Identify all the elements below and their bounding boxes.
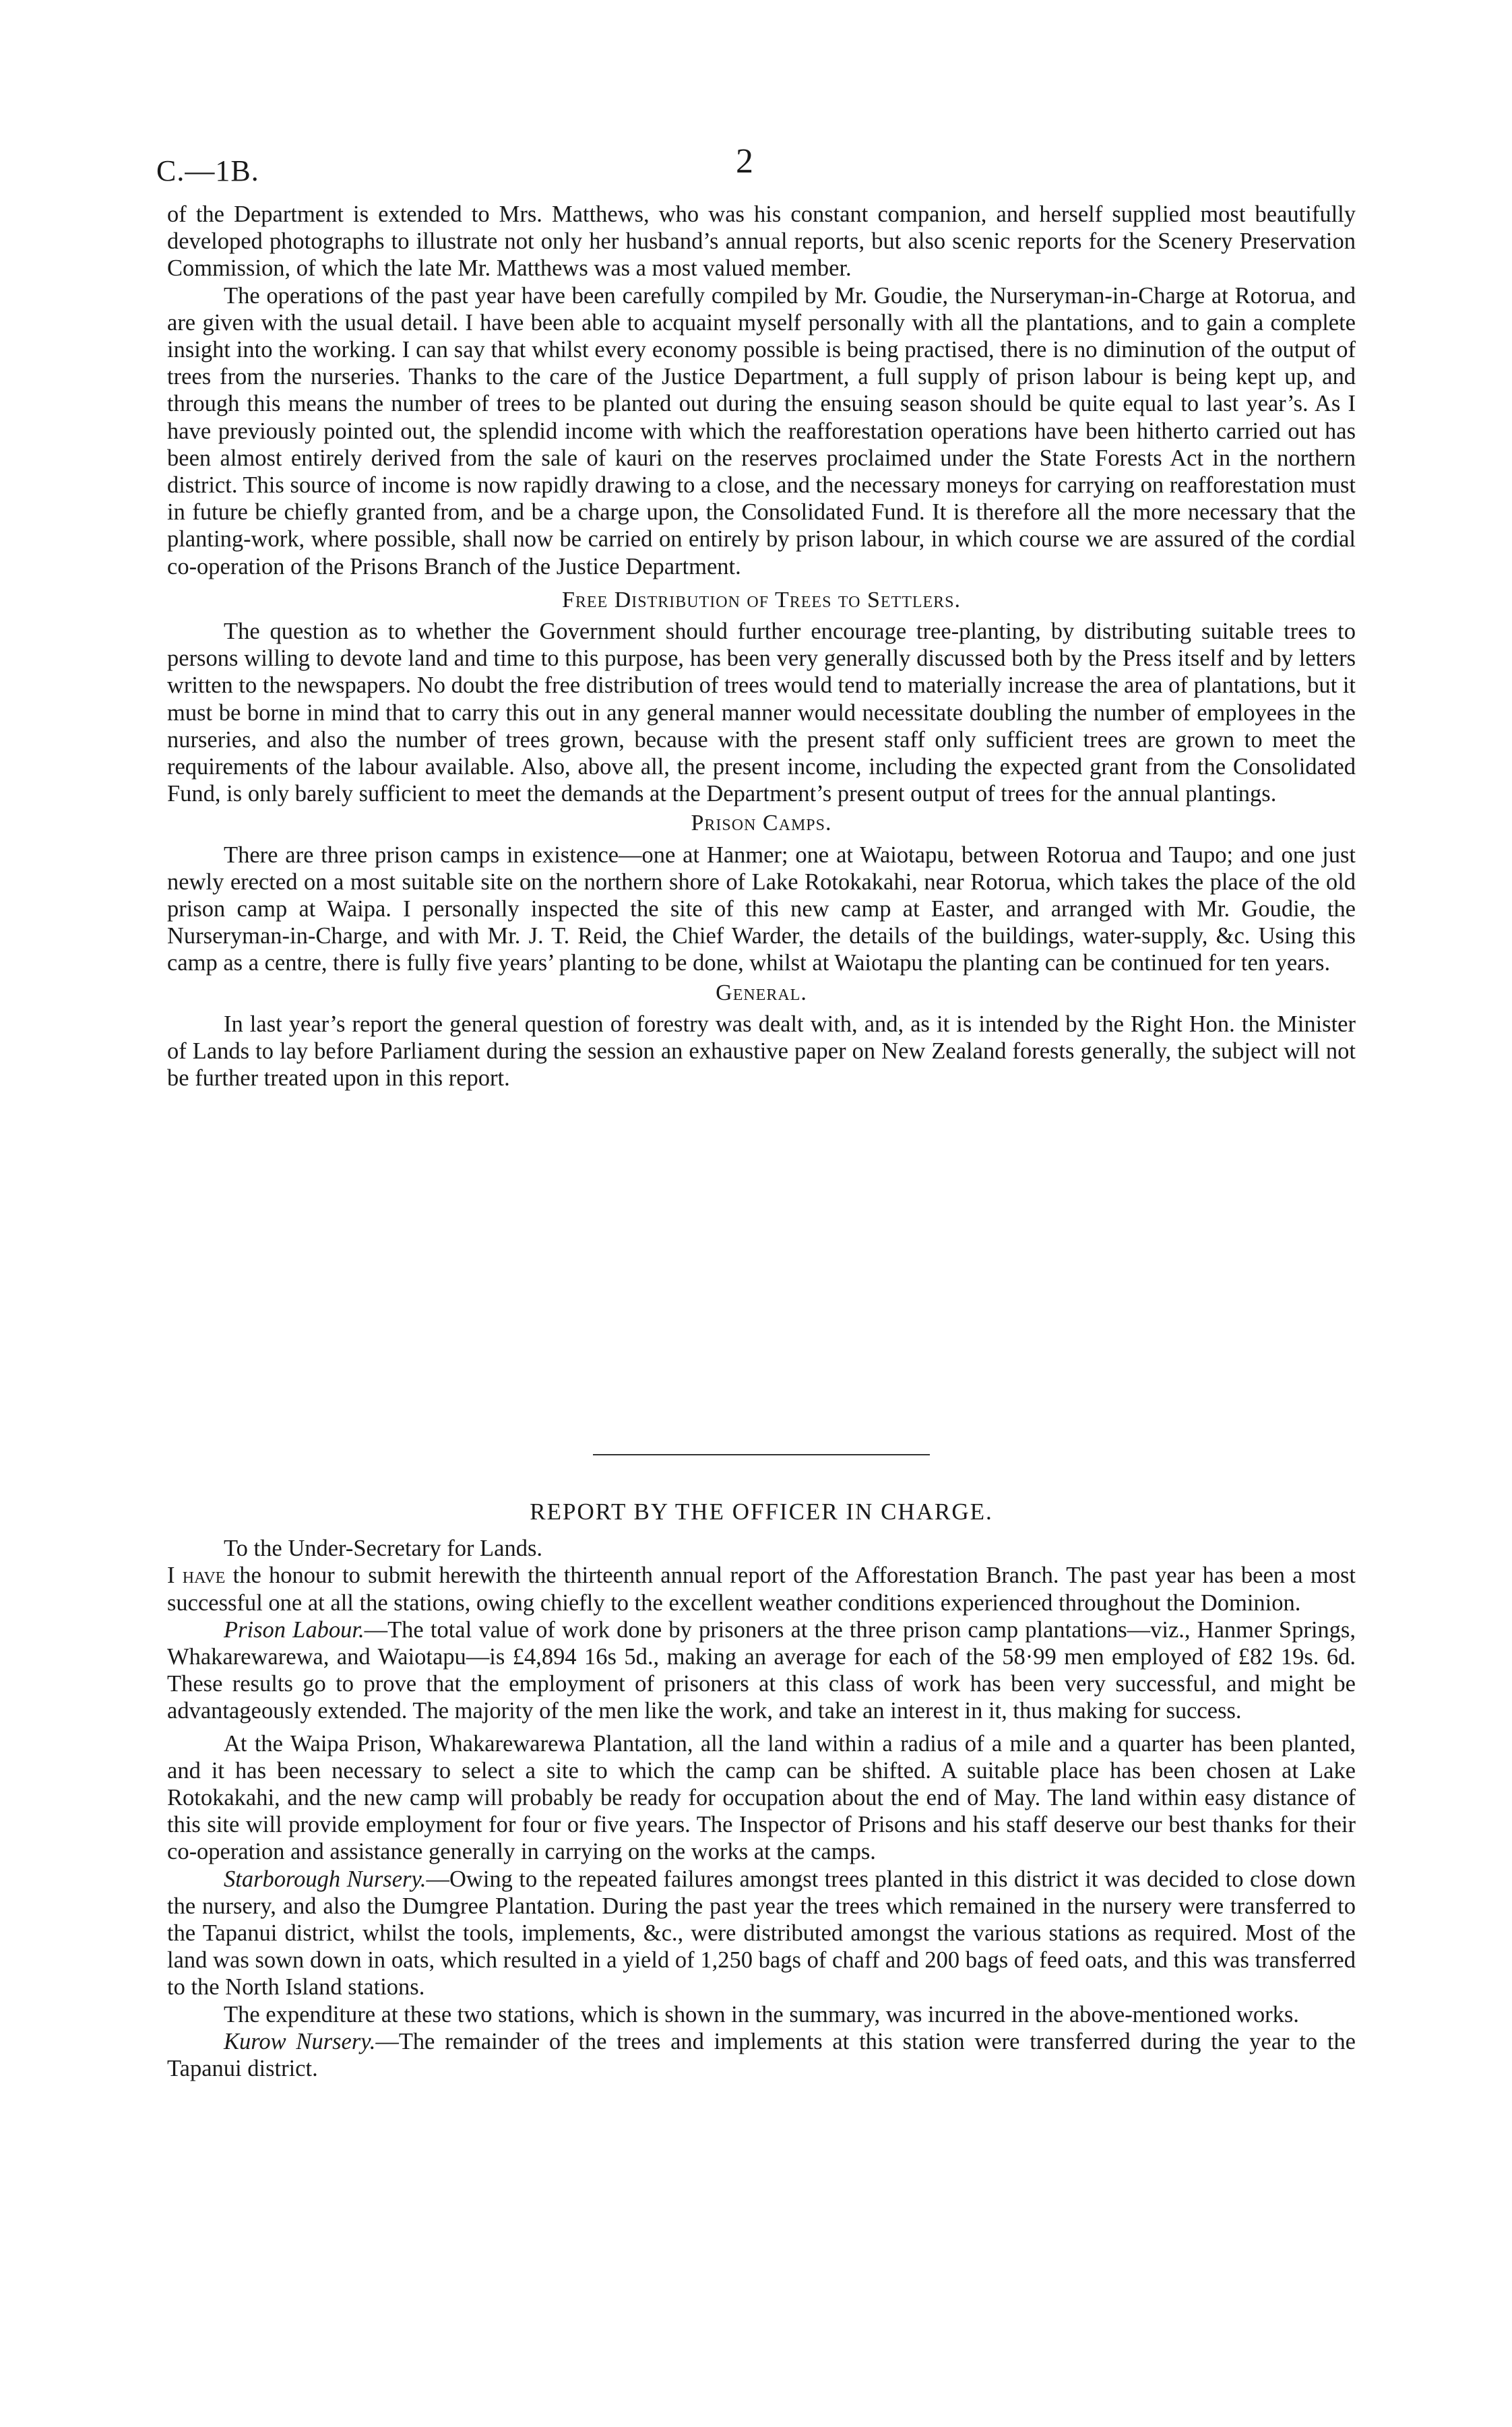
opening-text: the honour to submit herewith the thirteenth annual report of the Afforestation Branch. The past year has been a most successful one at all the stations, owing chiefly to the excellent weather conditions experienced throughout the Dominion. xyxy=(167,1563,1356,1616)
free-distribution-paragraph: The question as to whether the Government should further encourage tree-planting, by distributing suitable trees to persons willing to devote land and time to this purpose, has been very generally discussed both by the Press itself and by letters written to the newspapers. No doubt the free distribution of trees would tend to materially increase the area of plantations, but it must be borne in mind that to carry this out in any general manner would necessitate doubling the number of employees in the nurseries, and also the number of trees grown, because with the present staff only sufficient trees are grown to meet the requirements of the labour available. Also, above all, the present income, including the expected grant from the Consolidated Fund, is only barely sufficient to meet the demands at the Department’s present output of trees for the annual plantings. xyxy=(167,619,1356,807)
kurow-paragraph xyxy=(167,2028,1356,2082)
heading-general: General. xyxy=(716,980,807,1005)
page-number: 2 xyxy=(736,142,753,181)
report-section xyxy=(167,1499,1356,2082)
starborough-paragraph xyxy=(167,1866,1356,2001)
heading-prison-camps: Prison Camps. xyxy=(691,811,832,836)
report-title: REPORT BY THE OFFICER IN CHARGE. xyxy=(530,1499,993,1525)
prison-labour-text: —The total value of work done by prisoners at the three prison camp plantations—viz., Hanmer Springs, Whakarewarewa, and Waiotapu—is £4,894 16s 5d., making an average for each of the 58·99 men employed of £82 19s. 6d. These results go to prove that the employment of prisoners at this class of work has been very successful, and might be advantageously extended. The majority of the men like the work, and take an interest in it, thus making for success. xyxy=(167,1616,1356,1724)
opening-paragraph xyxy=(167,1562,1356,1616)
salutation: To the Under-Secretary for Lands. xyxy=(224,1536,542,1562)
intro-paragraph-1: of the Department is extended to Mrs. Matthews, who was his constant companion, and herself supplied most beautifully developed photographs to illustrate not only her husband’s annual reports, but also scenic reports for the Scenery Preservation Commission, of which the late Mr. Matthews was a most valued member. xyxy=(167,201,1356,282)
general-paragraph: In last year’s report the general question of forestry was dealt with, and, as it is intended by the Right Hon. the Minister of Lands to lay before Parliament during the session an exhaustive paper on New Zealand forests generally, the subject will not be further treated upon in this report. xyxy=(167,1011,1356,1092)
kurow-text: —The remainder of the trees and implements at this station were transferred during the year to the Tapanui district. xyxy=(167,2028,1356,2082)
prison-labour-title: Prison Labour. xyxy=(224,1616,365,1643)
kurow-title: Kurow Nursery. xyxy=(224,2028,376,2054)
heading-free-distribution: Free Distribution of Trees to Settlers. xyxy=(561,587,962,612)
starborough-title: Starborough Nursery. xyxy=(224,1866,427,1892)
document-reference: C.—1B. xyxy=(156,154,259,187)
section-divider xyxy=(593,1454,930,1455)
opening-initial: I have xyxy=(167,1563,226,1589)
expenditure-paragraph: The expenditure at these two stations, which is shown in the summary, was incurred in the above-mentioned works. xyxy=(224,2001,1299,2027)
waipa-paragraph: At the Waipa Prison, Whakarewarewa Plantation, all the land within a radius of a mile and a quarter has been planted, and it has been necessary to select a site to which the camp can be shifted. A suitable place has been chosen at Lake Rotokakahi, and the new camp will probably be ready for occupation about the end of May. The land within easy distance of this site will provide employment for four or five years. The Inspector of Prisons and his staff deserve our best thanks for their co-operation and assistance generally in carrying on the works at the camps. xyxy=(167,1730,1356,1865)
prison-labour-paragraph xyxy=(167,1616,1356,1725)
starborough-text: —Owing to the repeated failures amongst trees planted in this district it was decided to close down the nursery, and also the Dumgree Plantation. During the past year the trees which remained in the nursery were transferred to the Tapanui district, whilst the tools, implements, &c., were distributed amongst the various stations as required. Most of the land was sown down in oats, which resulted in a yield of 1,250 bags of chaff and 200 bags of feed oats, and this was transferred to the North Island stations. xyxy=(167,1866,1356,2000)
upper-section xyxy=(167,201,1356,1092)
intro-paragraph-2: The operations of the past year have been carefully compiled by Mr. Goudie, the Nurseryman-in-Charge at Rotorua, and are given with the usual detail. I have been able to acquaint myself personally with all the plantations, and to gain a complete insight into the working. I can say that whilst every economy possible is being practised, there is no diminution of the output of trees from the nurseries. Thanks to the care of the Justice Department, a full supply of prison labour is being kept up, and through this means the number of trees to be planted out during the ensuing season should be quite equal to last year’s. As I have previously pointed out, the splendid income with which the reafforestation operations have been hitherto carried out has been almost entirely derived from the sale of kauri on the reserves proclaimed under the State Forests Act in the northern district. This source of income is now rapidly drawing to a close, and the necessary moneys for carrying on reafforestation must in future be chiefly granted from, and be a charge upon, the Consolidated Fund. It is therefore all the more necessary that the planting-work, where possible, shall now be carried on entirely by prison labour, in which course we are assured of the cordial co-operation of the Prisons Branch of the Justice Department. xyxy=(167,282,1356,579)
prison-camps-paragraph: There are three prison camps in existence—one at Hanmer; one at Waiotapu, between Rotorua and Taupo; and one just newly erected on a most suitable site on the northern shore of Lake Rotokakahi, near Rotorua, which takes the place of the old prison camp at Waipa. I personally inspected the site of this new camp at Easter, and arranged with Mr. Goudie, the Nurseryman-in-Charge, and with Mr. J. T. Reid, the Chief Warder, the details of the buildings, water-supply, &c. Using this camp as a centre, there is fully five years’ planting to be done, whilst at Waiotapu the planting can be continued for ten years. xyxy=(167,842,1356,976)
